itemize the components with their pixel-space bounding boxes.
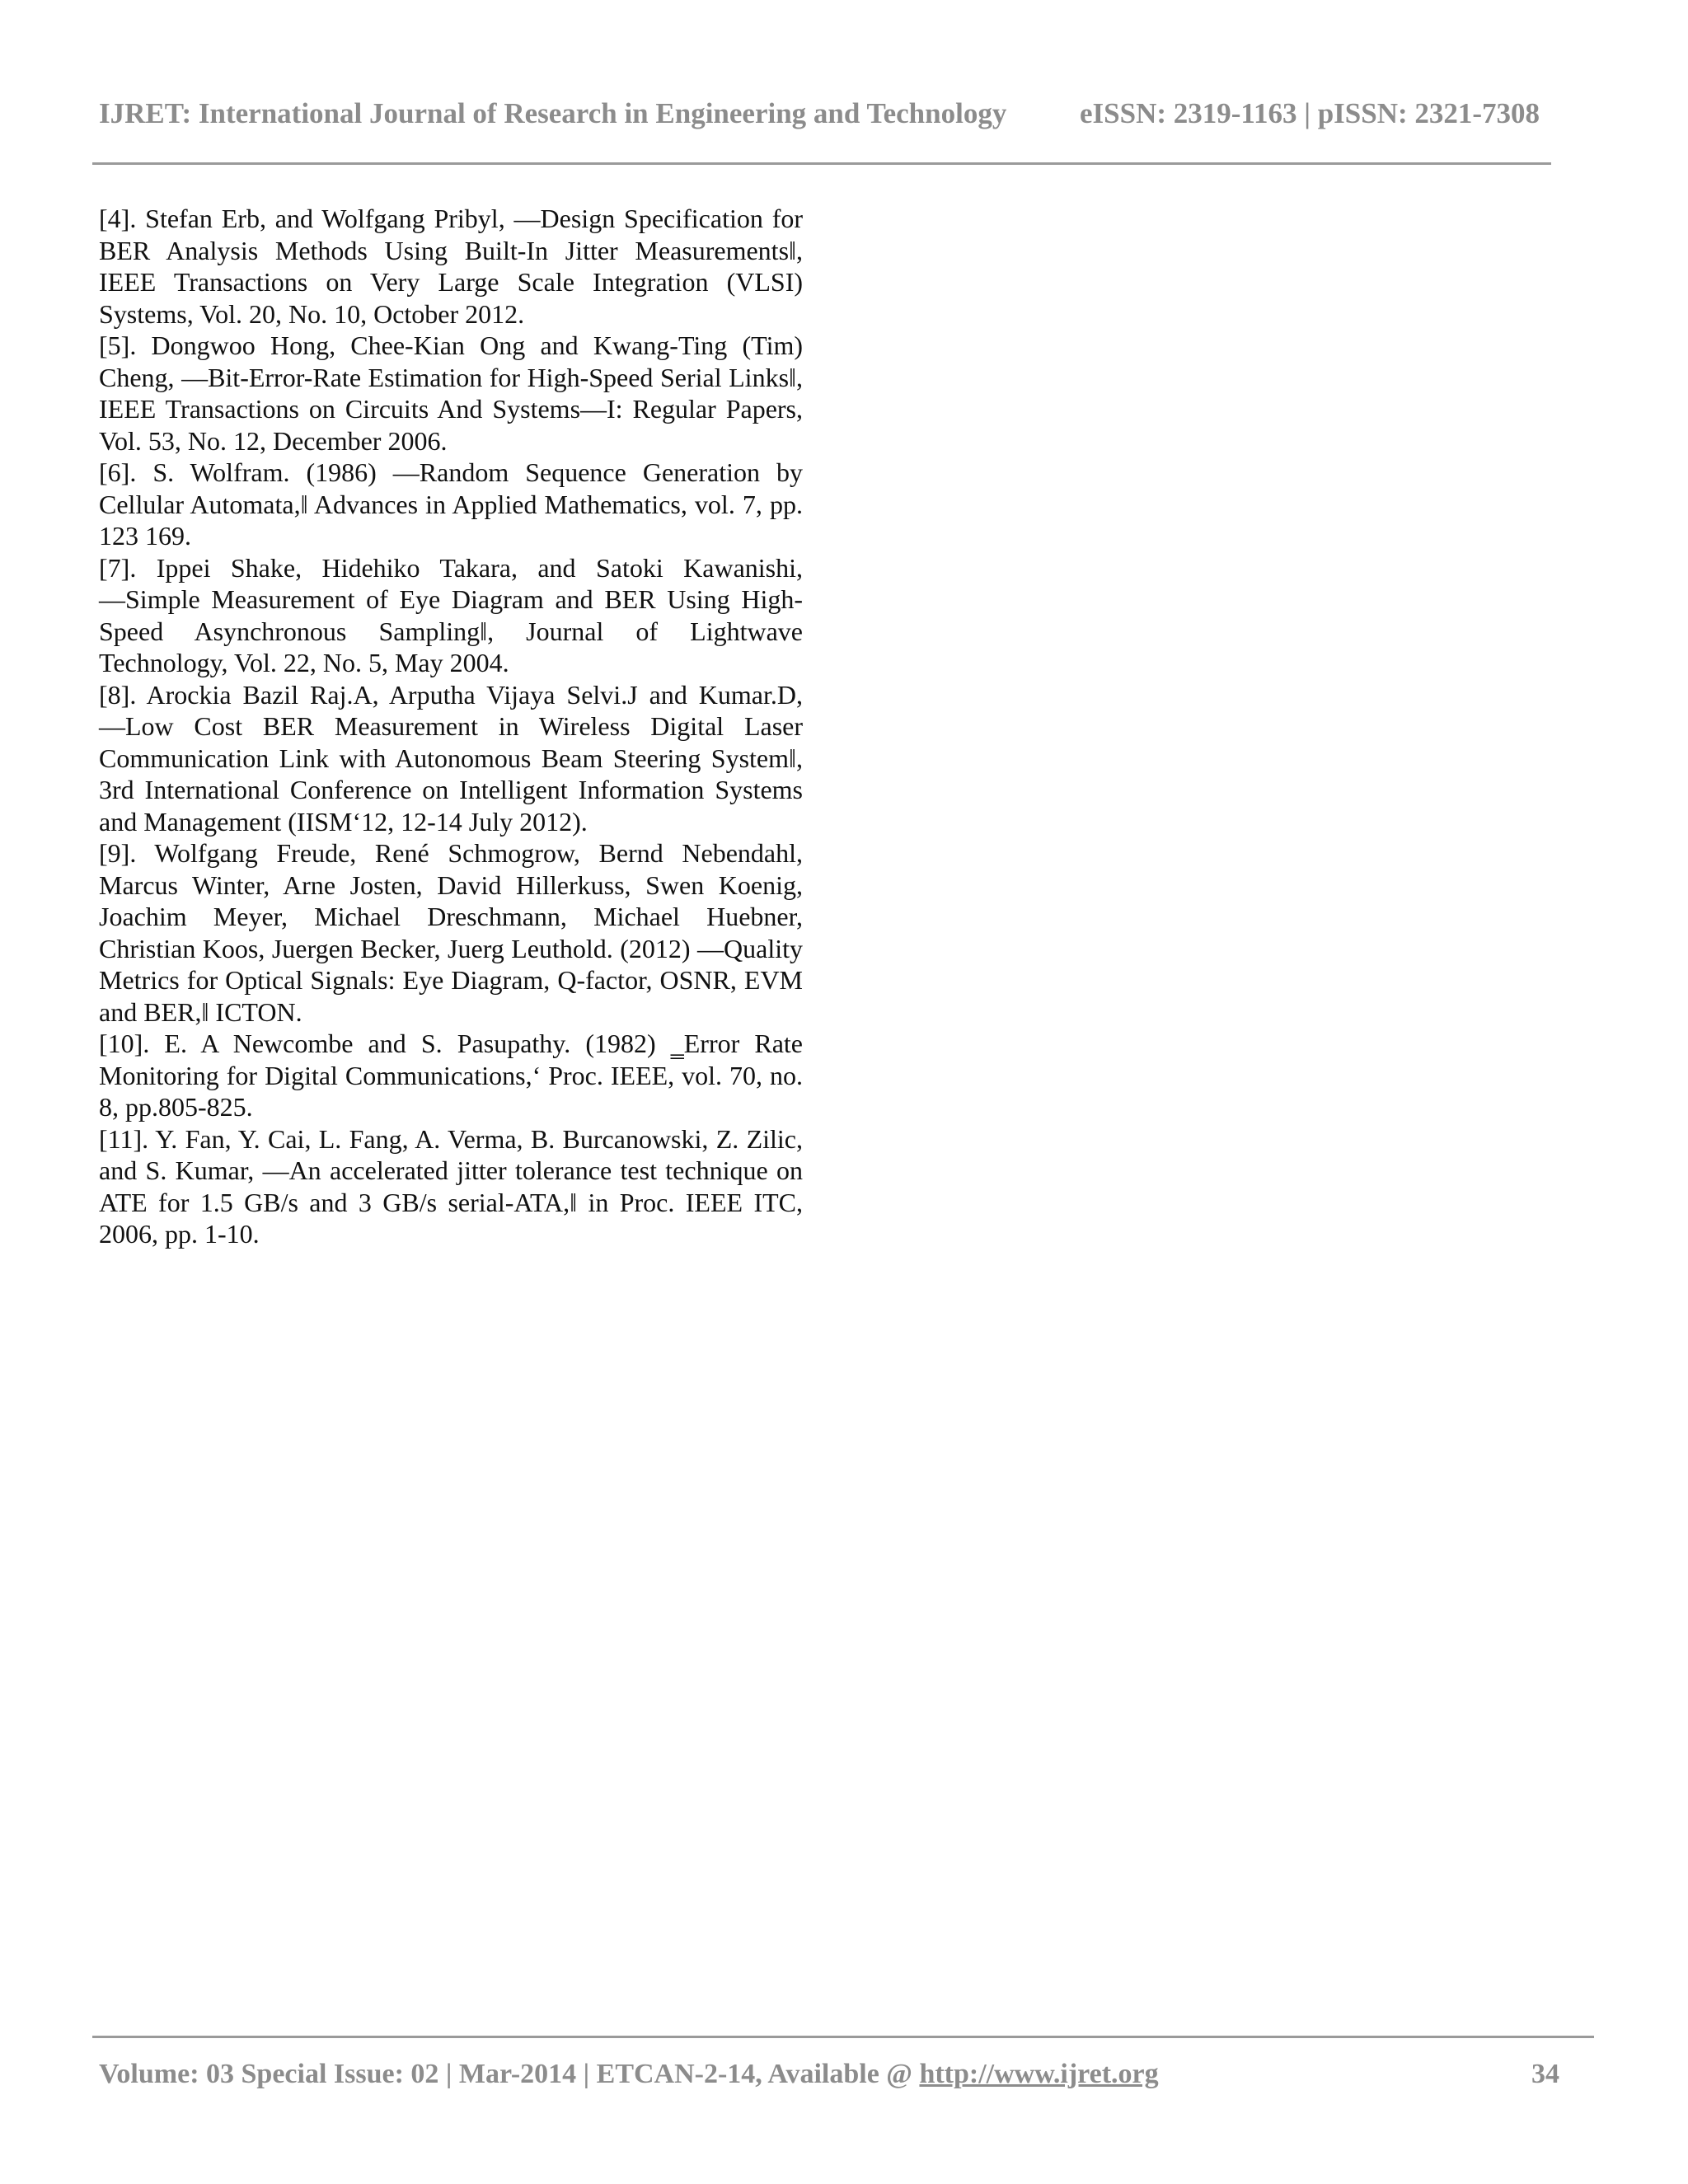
reference-item-10: [10]. E. A Newcombe and S. Pasupathy. (1982) ‗Error Rate Monitoring for Digital Communications,‘ Proc. IEEE, vol. 70, no. 8, pp.805-825. (99, 1029, 803, 1122)
reference-item-8: [8]. Arockia Bazil Raj.A, Arputha Vijaya Selvi.J and Kumar.D, ―Low Cost BER Measurement in Wireless Digital Laser Communication Link with Autonomous Beam Steering System‖, 3rd International Conference on Intelligent Information Systems and Management (IISM‘12, 12-14 July 2012). (99, 679, 803, 837)
footer-issue-text: Volume: 03 Special Issue: 02 | Mar-2014 | ETCAN-2-14, Available @ (99, 2059, 920, 2089)
journal-website-link[interactable]: http://www.ijret.org (919, 2059, 1159, 2089)
footer-divider (92, 2036, 1594, 2038)
reference-item-4: [4]. Stefan Erb, and Wolfgang Pribyl, ―Design Specification for BER Analysis Methods Using Built-In Jitter Measurements‖, IEEE Transactions on Very Large Scale Integration (VLSI) Systems, Vol. 20, No. 10, October 2012. (99, 204, 803, 329)
reference-item-9: [9]. Wolfgang Freude, René Schmogrow, Bernd Nebendahl, Marcus Winter, Arne Josten, David Hillerkuss, Swen Koenig, Joachim Meyer, Michael Dreschmann, Michael Huebner, Christian Koos, Juergen Becker, Juerg Leuthold. (2012) ―Quality Metrics for Optical Signals: Eye Diagram, Q-factor, OSNR, EVM and BER,‖ ICTON. (99, 838, 803, 1027)
reference-item-11: [11]. Y. Fan, Y. Cai, L. Fang, A. Verma, B. Burcanowski, Z. Zilic, and S. Kumar, ―An accelerated jitter tolerance test technique on ATE for 1.5 GB/s and 3 GB/s serial-ATA,‖ in Proc. IEEE ITC, 2006, pp. 1-10. (99, 1123, 803, 1249)
journal-title: IJRET: International Journal of Research in Engineering and Technology (99, 97, 1007, 129)
reference-item-7: [7]. Ippei Shake, Hidehiko Takara, and Satoki Kawanishi, ―Simple Measurement of Eye Diagram and BER Using High-Speed Asynchronous Sampling‖, Journal of Lightwave Technology, Vol. 22, No. 5, May 2004. (99, 552, 803, 677)
issn-info: eISSN: 2319-1163 | pISSN: 2321-7308 (1080, 97, 1540, 129)
footer-issue-info (99, 2059, 1159, 2090)
reference-item-5: [5]. Dongwoo Hong, Chee-Kian Ong and Kwang-Ting (Tim) Cheng, ―Bit-Error-Rate Estimation for High-Speed Serial Links‖, IEEE Transactions on Circuits And Systems—I: Regular Papers, Vol. 53, No. 12, December 2006. (99, 330, 803, 456)
reference-item-6: [6]. S. Wolfram. (1986) ―Random Sequence Generation by Cellular Automata,‖ Advances in Applied Mathematics, vol. 7, pp. 123 169. (99, 457, 803, 551)
reference-list (99, 203, 803, 1250)
header-divider (92, 162, 1551, 165)
page-number: 34 (1531, 2059, 1559, 2089)
